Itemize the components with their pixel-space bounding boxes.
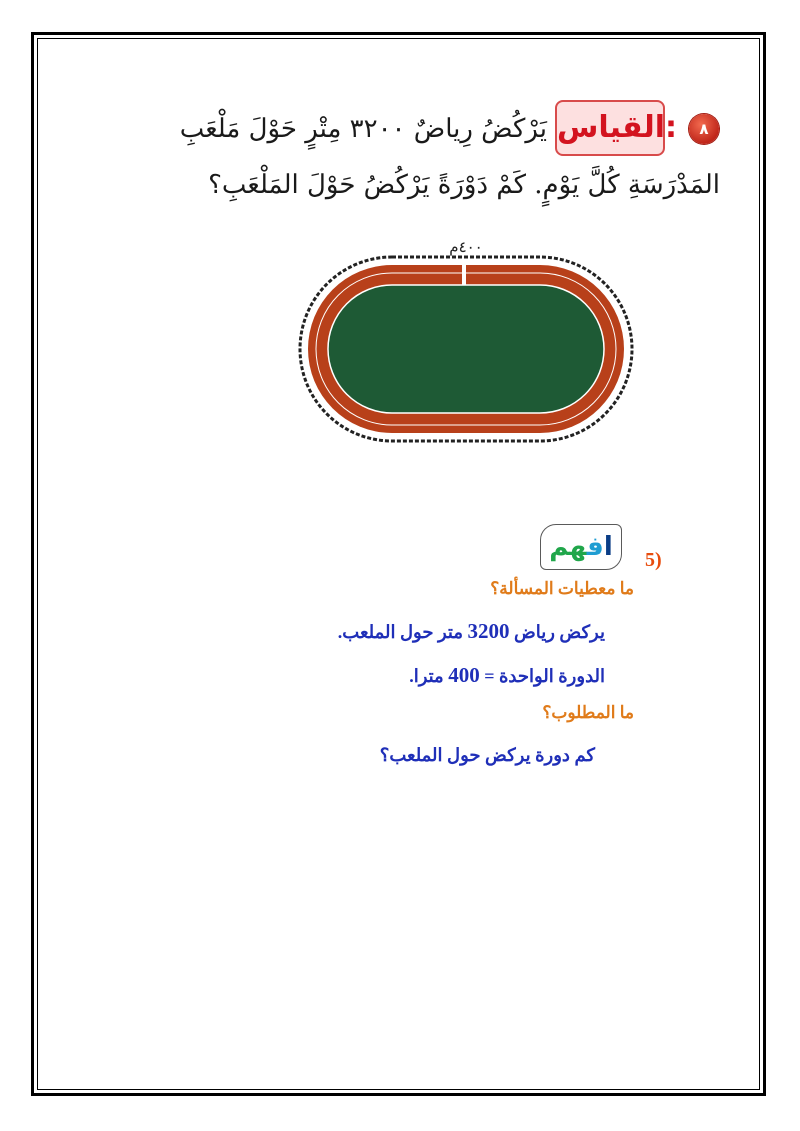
given-text: الدورة الواحدة = [479, 666, 605, 686]
running-track-illustration [296, 253, 636, 445]
required-heading: ما المطلوب؟ [542, 703, 634, 722]
givens-heading: ما معطيات المسألة؟ [490, 579, 634, 598]
given-number: 400 [448, 663, 480, 687]
understand-badge [540, 524, 622, 570]
understand-badge-letter-1: ا [603, 532, 613, 562]
topic-label: القياس: [555, 100, 665, 156]
given-text: مترا. [409, 666, 449, 686]
section-number: 5) [645, 549, 662, 571]
start-line [462, 261, 466, 285]
given-item [409, 663, 605, 688]
problem-text-line-1: يَرْكُضُ رِياضٌ ٣٢٠٠ مِتْرٍ حَوْلَ مَلْعَبِ [179, 114, 547, 144]
given-text: متر حول الملعب. [337, 622, 468, 642]
required-item: كم دورة يركض حول الملعب؟ [379, 745, 595, 765]
problem-text-line-2: المَدْرَسَةِ كُلَّ يَوْمٍ. كَمْ دَوْرَةً يَرْكُضُ حَوْلَ المَلْعَبِ؟ [208, 170, 720, 200]
given-text: يركض رياض [509, 622, 605, 642]
understand-badge-letters-rest: هم [549, 532, 587, 562]
understand-badge-letter-2: ف [586, 532, 604, 562]
given-number: 3200 [467, 619, 510, 643]
field-infield [328, 285, 604, 413]
given-item [338, 619, 605, 644]
track-length-label: ٤٠٠م [449, 238, 483, 256]
question-number-badge: ٨ [689, 114, 719, 144]
